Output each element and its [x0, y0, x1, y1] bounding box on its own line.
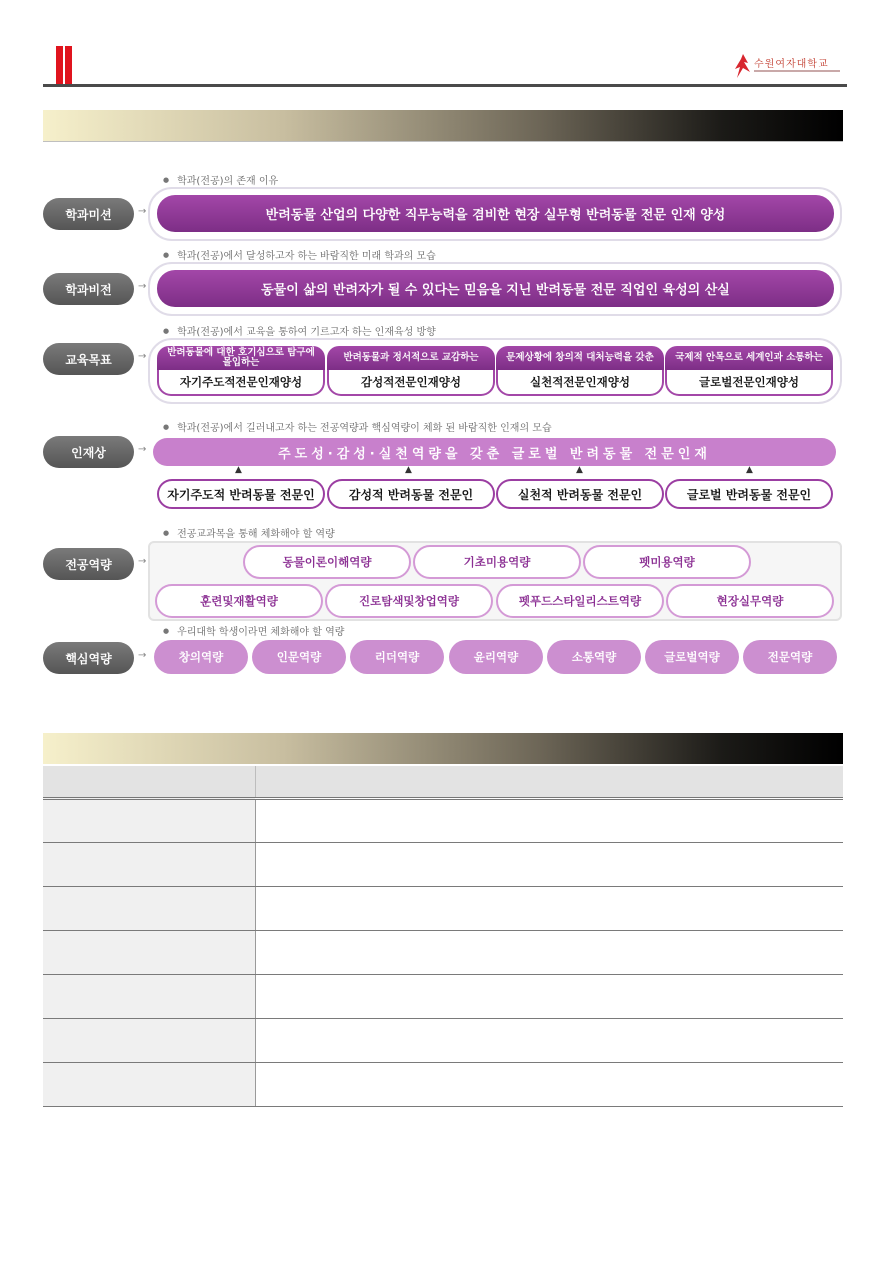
mission-note: ● 학과(전공)의 존재 이유 — [163, 172, 278, 187]
talent-note: ● 학과(전공)에서 길러내고자 하는 전공역량과 핵심역량이 체화 된 바람직한 인재의 모습 — [163, 419, 552, 434]
major-competency: 진로탐색및창업역량 — [325, 584, 493, 618]
goals-arrow-icon: → — [138, 351, 147, 362]
goal-desc: 반려동물에 대한 호기심으로 탐구에 몰입하는 — [157, 346, 325, 370]
header-accent-bar-left — [56, 46, 63, 86]
core-competency: 소통역량 — [547, 640, 641, 674]
talent-item: 실천적 반려동물 전문인 — [496, 479, 664, 509]
core-note: ● 우리대학 학생이라면 체화해야 할 역량 — [163, 623, 344, 638]
table-value-cell — [255, 930, 843, 974]
table-header-row — [43, 766, 843, 798]
table-header-cell — [43, 766, 255, 798]
competency-table — [43, 766, 843, 1107]
core-competency: 글로벌역량 — [645, 640, 739, 674]
header-accent-bar-right — [65, 46, 72, 86]
core-competency: 리더역량 — [350, 640, 444, 674]
core-competency: 전문역량 — [743, 640, 837, 674]
goal-card — [327, 346, 495, 396]
section-header-bar-1 — [43, 110, 843, 141]
major-competency: 기초미용역량 — [413, 545, 581, 579]
table-row — [43, 798, 843, 842]
goals-label: 교육목표 — [43, 343, 134, 375]
table-key-cell — [43, 798, 255, 842]
major-competency: 펫미용역량 — [583, 545, 751, 579]
table-row — [43, 1062, 843, 1106]
goal-title: 감성적전문인재양성 — [327, 370, 495, 396]
up-arrow-icon: ▲ — [235, 465, 242, 475]
vision-arrow-icon: → — [138, 281, 147, 292]
mission-label: 학과미션 — [43, 198, 134, 230]
major-competency: 동물이론이해역량 — [243, 545, 411, 579]
up-arrow-icon: ▲ — [405, 465, 412, 475]
table-value-cell — [255, 1018, 843, 1062]
table-key-cell — [43, 930, 255, 974]
goal-title: 자기주도적전문인재양성 — [157, 370, 325, 396]
talent-item: 자기주도적 반려동물 전문인 — [157, 479, 325, 509]
logo-flame-icon — [734, 54, 752, 78]
mission-arrow-icon: → — [138, 206, 147, 217]
major-competency: 펫푸드스타일리스트역량 — [496, 584, 664, 618]
table-value-cell — [255, 974, 843, 1018]
up-arrow-icon: ▲ — [746, 465, 753, 475]
goal-title: 실천적전문인재양성 — [496, 370, 664, 396]
goal-card — [665, 346, 833, 396]
vision-banner: 동물이 삶의 반려자가 될 수 있다는 믿음을 지닌 반려동물 전문 직업인 육성의 산실 — [157, 270, 834, 307]
goal-title: 글로벌전문인재양성 — [665, 370, 833, 396]
table-key-cell — [43, 974, 255, 1018]
goal-desc: 반려동물과 정서적으로 교감하는 — [327, 346, 495, 370]
talent-banner: 주도성·감성·실천역량을 갖춘 글로벌 반려동물 전문인재 — [153, 438, 836, 466]
table-row — [43, 930, 843, 974]
major-competency: 현장실무역량 — [666, 584, 834, 618]
logo-subline — [754, 70, 840, 72]
table-value-cell — [255, 798, 843, 842]
core-competency: 인문역량 — [252, 640, 346, 674]
table-key-cell — [43, 842, 255, 886]
goals-note: ● 학과(전공)에서 교육을 통하여 기르고자 하는 인재육성 방향 — [163, 323, 436, 338]
goal-desc: 문제상황에 창의적 대처능력을 갖춘 — [496, 346, 664, 370]
table-row — [43, 1018, 843, 1062]
table-key-cell — [43, 1018, 255, 1062]
talent-arrow-icon: → — [138, 444, 147, 455]
major-label: 전공역량 — [43, 548, 134, 580]
header-rule — [43, 84, 847, 87]
university-logo — [734, 52, 844, 80]
table-value-cell — [255, 886, 843, 930]
table-row — [43, 842, 843, 886]
goal-desc: 국제적 안목으로 세계인과 소통하는 — [665, 346, 833, 370]
table-key-cell — [43, 1062, 255, 1106]
major-competency: 훈련및재활역량 — [155, 584, 323, 618]
core-competency: 윤리역량 — [449, 640, 543, 674]
table-key-cell — [43, 886, 255, 930]
talent-label: 인재상 — [43, 436, 134, 468]
major-arrow-icon: → — [138, 556, 147, 567]
section-underline-1 — [43, 141, 843, 142]
vision-label: 학과비전 — [43, 273, 134, 305]
section-header-bar-2 — [43, 733, 843, 764]
table-value-cell — [255, 1062, 843, 1106]
table-value-cell — [255, 842, 843, 886]
goal-card — [157, 346, 325, 396]
table-row — [43, 974, 843, 1018]
major-note: ● 전공교과목을 통해 체화해야 할 역량 — [163, 525, 335, 540]
core-label: 핵심역량 — [43, 642, 134, 674]
vision-note: ● 학과(전공)에서 달성하고자 하는 바람직한 미래 학과의 모습 — [163, 247, 436, 262]
mission-banner: 반려동물 산업의 다양한 직무능력을 겸비한 현장 실무형 반려동물 전문 인재 양성 — [157, 195, 834, 232]
core-competency: 창의역량 — [154, 640, 248, 674]
table-header-cell — [255, 766, 843, 798]
talent-item: 감성적 반려동물 전문인 — [327, 479, 495, 509]
core-arrow-icon: → — [138, 650, 147, 661]
goal-card — [496, 346, 664, 396]
up-arrow-icon: ▲ — [576, 465, 583, 475]
talent-item: 글로벌 반려동물 전문인 — [665, 479, 833, 509]
logo-text: 수원여자대학교 — [754, 59, 829, 70]
table-row — [43, 886, 843, 930]
